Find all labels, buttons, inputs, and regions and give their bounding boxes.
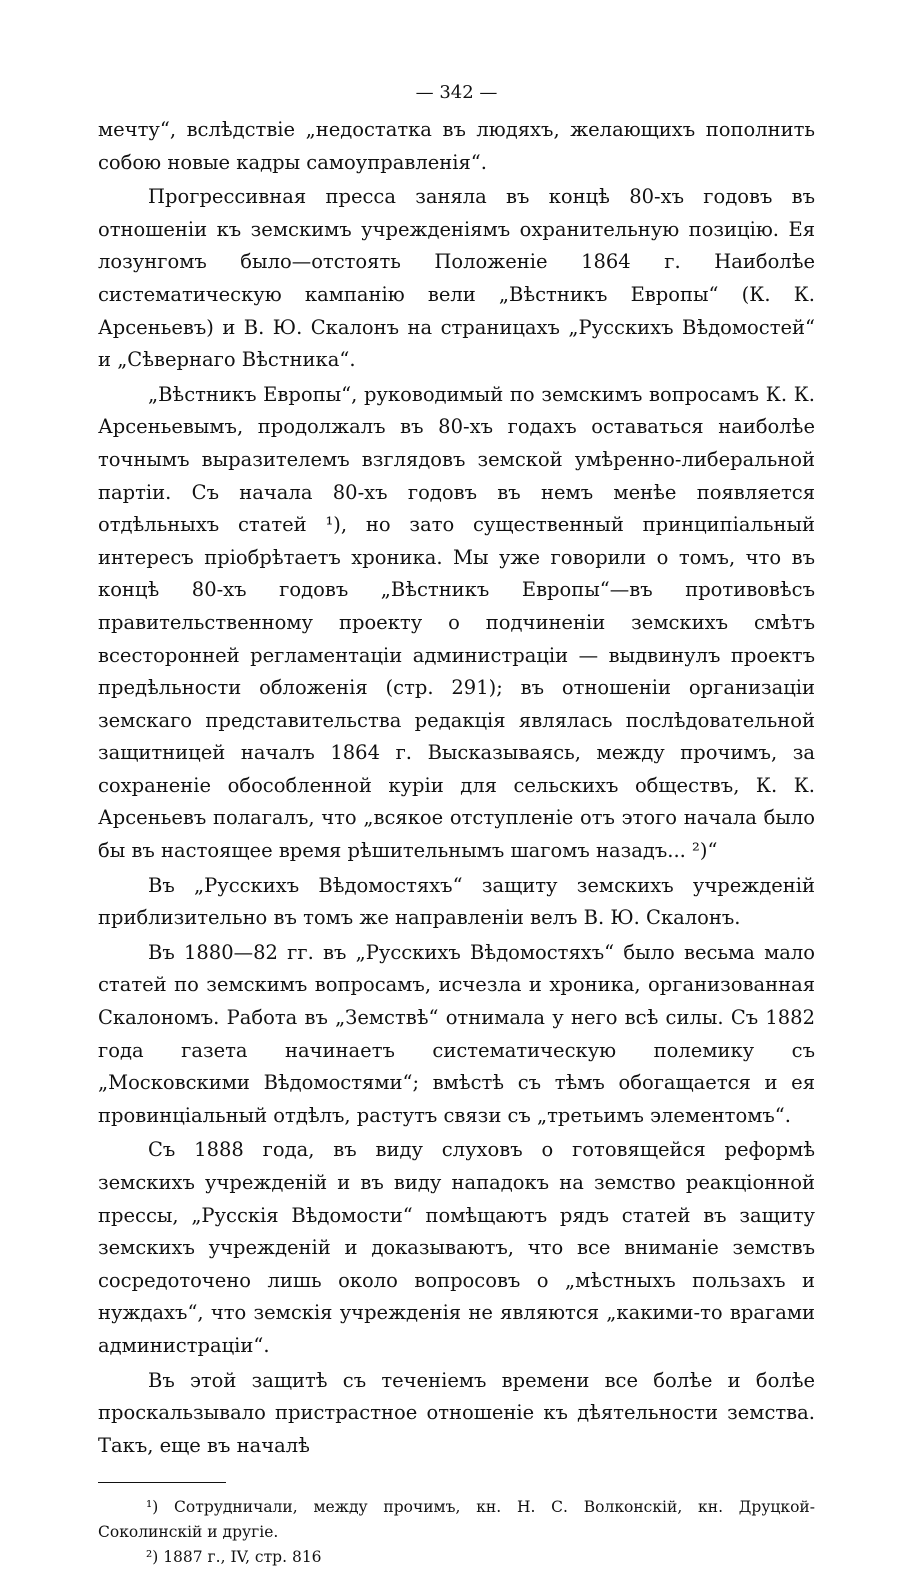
footnotes	[98, 1495, 815, 1570]
footnote-1: ¹) Сотрудничали, между прочимъ, кн. Н. С. Волконскій, кн. Друцкой-Соколинскій и другіе.	[98, 1498, 815, 1542]
paragraph-5: Въ 1880—82 гг. въ „Русскихъ Вѣдомостяхъ“ было весьма мало статей по земскимъ вопросамъ, исчезла и хроника, организованная Скалономъ. Работа въ „Земствѣ“ отнимала у него всѣ силы. Съ 1882 года газета начинаетъ систематическую полемику съ „Московскими Вѣдомостями“; вмѣстѣ съ тѣмъ обогащается и ея провинціальный отдѣлъ, растутъ связи съ „третьимъ элементомъ“.	[98, 940, 815, 1127]
paragraph-1: мечту“, вслѣдствіе „недостатка въ людяхъ, желающихъ пополнить собою новые кадры самоуправленія“.	[98, 118, 815, 174]
footnote-divider	[98, 1482, 226, 1483]
footnote-2: ²) 1887 г., IV, стр. 816	[146, 1548, 322, 1567]
page-number: — 342 —	[415, 82, 498, 103]
paragraph-7: Въ этой защитѣ съ теченіемъ времени все болѣе и болѣе проскальзывало пристрастное отношеніе къ дѣятельности земства. Такъ, еще въ началѣ	[98, 1368, 815, 1457]
paragraph-2: Прогрессивная пресса заняла въ концѣ 80-хъ годовъ въ отношеніи къ земскимъ учрежденіямъ охранительную позицію. Ея лозунгомъ было—отстоять Положеніе 1864 г. Наиболѣе систематическую кампанію вели „Вѣстникъ Европы“ (К. К. Арсеньевъ) и В. Ю. Скалонъ на страницахъ „Русскихъ Вѣдомостей“ и „Сѣвернаго Вѣстника“.	[98, 185, 815, 372]
body-text	[98, 114, 815, 1462]
paragraph-3: „Вѣстникъ Европы“, руководимый по земскимъ вопросамъ К. К. Арсеньевымъ, продолжалъ въ 80-хъ годахъ оставаться наиболѣе точнымъ выразителемъ взглядовъ земской умѣренно-либеральной партіи. Съ начала 80-хъ годовъ въ немъ менѣе появляется отдѣльныхъ статей ¹), но зато существенный принципіальный интересъ пріобрѣтаетъ хроника. Мы уже говорили о томъ, что въ концѣ 80-хъ годовъ „Вѣстникъ Европы“—въ противовѣсъ правительственному проекту о подчиненіи земскихъ смѣтъ всесторонней регламентаціи администраціи — выдвинулъ проектъ предѣльности обложенія (стр. 291); въ отношеніи организаціи земскаго представительства редакція являлась послѣдовательной защитницей началъ 1864 г. Высказываясь, между прочимъ, за сохраненіе обособленной куріи для сельскихъ обществъ, К. К. Арсеньевъ полагалъ, что „всякое отступленіе отъ этого начала было бы въ настоящее время рѣшительнымъ шагомъ назадъ... ²)“	[98, 382, 815, 863]
paragraph-4: Въ „Русскихъ Вѣдомостяхъ“ защиту земскихъ учрежденій приблизительно въ томъ же направленіи велъ В. Ю. Скалонъ.	[98, 873, 815, 930]
paragraph-6: Съ 1888 года, въ виду слуховъ о готовящейся реформѣ земскихъ учрежденій и въ виду нападокъ на земство реакціонной прессы, „Русскія Вѣдомости“ помѣщаютъ рядъ статей въ защиту земскихъ учрежденій и доказываютъ, что все вниманіе земствъ сосредоточено лишь около вопросовъ о „мѣстныхъ пользахъ и нуждахъ“, что земскія учрежденія не являются „какими-то врагами администраціи“.	[98, 1138, 815, 1357]
